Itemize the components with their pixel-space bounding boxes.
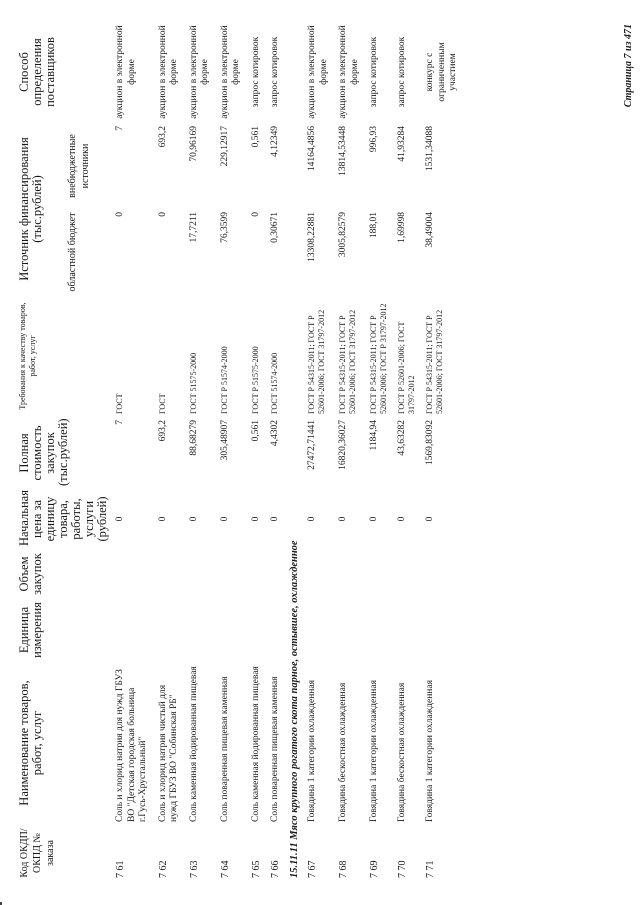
cell-name: Соль поваренная пищевая каменная — [219, 676, 230, 822]
cell-unit — [247, 599, 267, 661]
cell-total: 88,68279 — [188, 420, 199, 456]
cell-req: ГОСТ Р 54315-2011; ГОСТ Р 52601-2006; ГОСТ 31797-2012 — [307, 309, 326, 414]
header-row — [14, 21, 66, 881]
cell-vol — [334, 549, 365, 599]
table-row — [111, 21, 154, 881]
cell-code: 7 70 — [397, 860, 408, 878]
header-method: Способ определения поставщиков — [17, 37, 57, 107]
cell-name: Соль каменная йодированная пищевая — [188, 666, 199, 822]
header-unit: Единица измерения — [17, 602, 44, 658]
cell-total: 1184,94 — [369, 420, 379, 451]
cell-total: 0,561 — [250, 420, 261, 442]
cell-external: 41,93284 — [397, 126, 407, 162]
cell-external: 693,2 — [157, 126, 168, 148]
cell-total: 7 — [115, 420, 125, 425]
cell-external: 4,12349 — [270, 126, 280, 157]
cell-vol — [421, 549, 464, 599]
cell-name: Говядина 1 категории охлажденная — [425, 680, 435, 822]
table-row — [154, 21, 185, 881]
cell-unit — [154, 599, 185, 661]
cell-regional: 0 — [250, 212, 261, 217]
cell-vol — [303, 549, 334, 599]
cell-vol — [266, 549, 286, 599]
cell-unit — [365, 599, 393, 661]
cell-req: ГОСТ Р 51574-2000 — [219, 346, 229, 414]
procurement-table — [14, 21, 464, 881]
table-row — [185, 21, 216, 881]
cell-method: запрос котировок — [369, 36, 379, 108]
cell-code: 7 63 — [188, 860, 200, 878]
cell-code: 7 64 — [219, 860, 231, 878]
cell-name: Говядина бескостная охлажденная — [338, 682, 348, 822]
cell-price: 0 — [425, 516, 435, 522]
header-regional: областной бюджет — [66, 212, 78, 292]
header-price: Начальная цена за единицу товара, работы, услуги (рублей) — [17, 490, 109, 546]
cell-vol — [365, 549, 393, 599]
rows-group-before — [111, 21, 286, 881]
cell-regional: 38,49004 — [425, 212, 435, 248]
cell-total: 305,48907 — [219, 420, 230, 461]
header-source: Источник финансирования (тыс.рублей) — [17, 137, 44, 281]
cell-price: 0 — [157, 516, 168, 522]
cell-name: Соль поваренная пищевая каменная — [270, 676, 280, 822]
cell-unit — [216, 599, 247, 661]
cell-method: аукцион в электронной форме — [188, 25, 210, 119]
rows-group-after — [303, 21, 464, 881]
table-row — [216, 21, 247, 881]
table-row — [247, 21, 267, 881]
cell-name: Соль каменная йодированная пищевая — [250, 666, 261, 822]
cell-price: 0 — [188, 516, 199, 522]
cell-method: аукцион в электронной форме — [219, 25, 241, 119]
cell-external: 70,96169 — [188, 126, 199, 162]
cell-code: 7 61 — [115, 860, 126, 878]
cell-price: 0 — [338, 516, 348, 522]
header-code: Код ОКДП/ ОКПД № заказа — [19, 828, 56, 878]
table-row — [334, 21, 365, 881]
cell-code: 7 69 — [369, 860, 380, 878]
cell-price: 0 — [307, 516, 317, 522]
cell-method: конкурс с ограниченным участием — [425, 42, 458, 102]
cell-name: Говядина бескостная охлажденная — [397, 682, 407, 822]
cell-regional: 76,3599 — [219, 212, 230, 243]
cell-method: аукцион в электронной форме — [115, 25, 137, 119]
cell-method: аукцион в электронной форме — [157, 25, 179, 119]
table-row — [266, 21, 286, 881]
cell-regional: 3005,82579 — [338, 212, 348, 258]
cell-total: 1569,83092 — [425, 420, 435, 466]
cell-name: Соль и хлорид натрия для нужд ГБУЗ ВО "Детская городская больница г.Гусь-Хрустальный" — [115, 669, 148, 822]
cell-total: 4,4302 — [270, 420, 280, 447]
cell-code: 7 65 — [250, 860, 262, 878]
cell-method: аукцион в электронной форме — [338, 25, 360, 119]
cell-unit — [334, 599, 365, 661]
header-total: Полная стоимость закупок (тыс.рублей) — [17, 418, 70, 486]
cell-vol — [111, 549, 154, 599]
cell-external: 996,93 — [369, 126, 379, 153]
cell-unit — [421, 599, 464, 661]
cell-external: 229,12917 — [219, 126, 230, 167]
cell-regional: 0,30671 — [270, 212, 280, 243]
cell-name: Говядина 1 категории охлажденная — [369, 680, 379, 822]
cell-code: 7 66 — [270, 860, 281, 878]
cell-req: ГОСТ Р 52601-2006; ГОСТ 31797-2012 — [397, 321, 416, 414]
cell-vol — [393, 549, 421, 599]
cell-regional: 0 — [115, 212, 125, 217]
cell-method: аукцион в электронной форме — [307, 25, 329, 119]
cell-req: ГОСТ — [157, 393, 167, 414]
cell-external: 7 — [115, 126, 125, 131]
cell-name: Говядина 1 категории охлажденная — [307, 680, 317, 822]
cell-req: ГОСТ Р 54315-2011; ГОСТ Р 52601-2006; ГОСТ 31797-2012 — [425, 309, 444, 414]
cell-vol — [154, 549, 185, 599]
cell-regional: 0 — [157, 212, 168, 217]
cell-regional: 1,69998 — [397, 212, 407, 243]
cell-req: ГОСТ 51575-2000 — [188, 352, 198, 414]
header-requirements: Требования к качеству товаров, работ, услуг — [18, 302, 37, 410]
cell-vol — [216, 549, 247, 599]
cell-total: 693,2 — [157, 420, 168, 442]
cell-code: 7 71 — [425, 860, 436, 878]
cell-req: ГОСТ 51574-2000 — [270, 352, 279, 414]
cell-code: 7 67 — [307, 860, 318, 878]
cell-total: 16820,36027 — [338, 420, 348, 470]
cell-price: 0 — [397, 516, 407, 522]
cell-unit — [393, 599, 421, 661]
cell-code: 7 68 — [338, 860, 349, 878]
cell-external: 1531,34088 — [425, 126, 435, 172]
header-volume: Объем закупок — [17, 553, 44, 595]
section-row — [286, 21, 304, 881]
cell-price: 0 — [250, 516, 261, 522]
cell-req: ГОСТ — [115, 393, 124, 414]
cell-total: 27472,71441 — [307, 420, 317, 470]
cell-req: ГОСТ Р 54315-2011; ГОСТ Р 52601-2006; ГОСТ Р 31797-2012 — [369, 303, 388, 414]
cell-total: 43,63282 — [397, 420, 407, 456]
cell-code: 7 62 — [157, 860, 169, 878]
cell-regional: 17,7211 — [188, 212, 199, 243]
cell-unit — [266, 599, 286, 661]
cell-unit — [111, 599, 154, 661]
cell-req: ГОСТ Р 54315-2011; ГОСТ Р 52601-2006; ГОСТ 31797-2012 — [338, 309, 357, 414]
section-title: 15.11.11 Мясо крупного рогатого скота парное, остывшее, охлажденное — [288, 540, 300, 878]
cell-external: 13814,53448 — [338, 126, 348, 176]
cell-name: Соль и хлорид натрия чистый для нужд ГБУЗ ВО "Собинская РБ" — [157, 684, 179, 822]
cell-price: 0 — [219, 516, 230, 522]
cell-method: запрос котировок — [270, 36, 280, 108]
cell-unit — [185, 599, 216, 661]
section-group — [286, 21, 304, 881]
cell-vol — [247, 549, 267, 599]
cell-req: ГОСТ Р 51575-2000 — [250, 346, 260, 414]
cell-external: 14164,4856 — [307, 126, 317, 172]
table-row — [365, 21, 393, 881]
cell-regional: 13308,22881 — [307, 212, 317, 262]
page-number: Страница 7 из 471 — [623, 24, 634, 108]
cell-regional: 188,01 — [369, 212, 379, 239]
cell-external: 0,561 — [250, 126, 261, 148]
cell-price: 0 — [115, 516, 125, 522]
header-external: внебюджетные источники — [66, 134, 91, 198]
cell-vol — [185, 549, 216, 599]
cell-unit — [303, 599, 334, 661]
table-row — [421, 21, 464, 881]
table-row — [393, 21, 421, 881]
cell-price: 0 — [270, 516, 280, 522]
table-row — [303, 21, 334, 881]
header-name: Наименование товаров, работ, услуг — [17, 680, 44, 806]
cell-price: 0 — [369, 516, 379, 522]
cell-method: запрос котировок — [250, 36, 261, 108]
cell-method: запрос котировок — [397, 36, 407, 108]
